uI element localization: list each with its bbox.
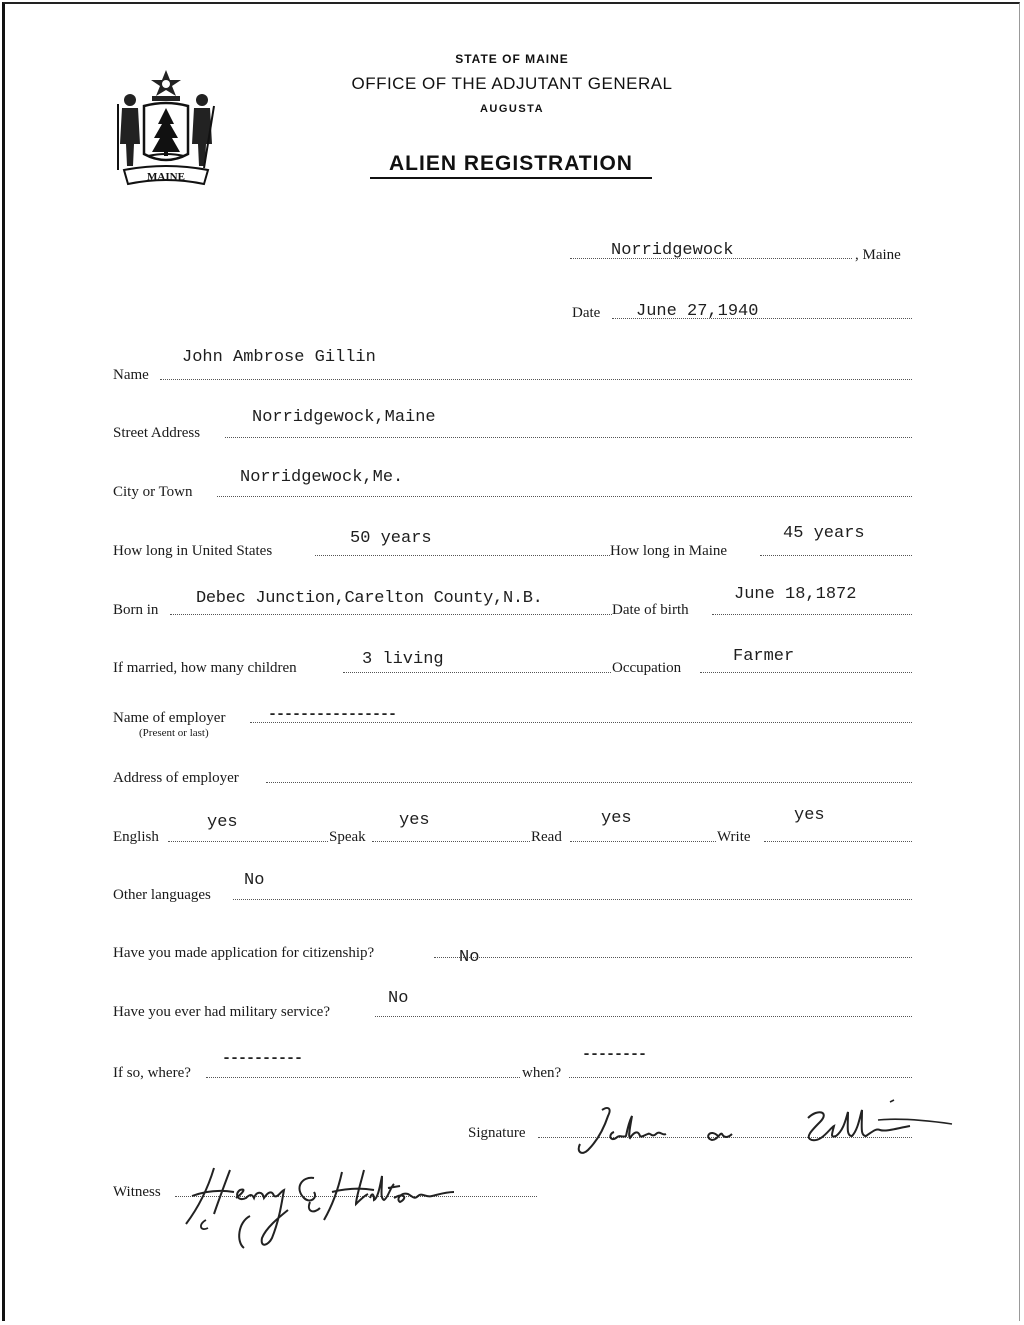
english-line [168, 841, 328, 842]
military-line [375, 1016, 912, 1017]
city-value: Norridgewock,Me. [240, 468, 404, 487]
employer-name-label: Name of employer [113, 710, 226, 726]
name-line [160, 379, 912, 380]
when-line [569, 1077, 912, 1078]
how-long-maine-line [760, 555, 912, 556]
other-languages-line [233, 899, 912, 900]
citizenship-value: No [459, 948, 480, 967]
employer-address-label: Address of employer [113, 770, 239, 786]
born-in-value: Debec Junction,Carelton County,N.B. [196, 589, 543, 608]
write-line [764, 841, 912, 842]
military-label: Have you ever had military service? [113, 1004, 330, 1020]
occupation-value: Farmer [733, 647, 795, 666]
born-in-line [170, 614, 612, 615]
occupation-line [700, 672, 912, 673]
seal-text: MAINE [147, 171, 185, 183]
children-label: If married, how many children [113, 660, 297, 676]
children-line [343, 672, 611, 673]
date-of-birth-label: Date of birth [612, 602, 689, 618]
read-value: yes [601, 809, 632, 828]
other-languages-label: Other languages [113, 887, 211, 903]
speak-line [372, 841, 530, 842]
speak-label: Speak [329, 829, 366, 845]
when-value: -------- [582, 1046, 647, 1063]
title-underline [370, 177, 652, 179]
how-long-us-line [315, 555, 610, 556]
how-long-maine-value: 45 years [783, 524, 865, 543]
name-label: Name [113, 367, 149, 383]
read-line [570, 841, 716, 842]
employer-name-value: ---------------- [268, 706, 397, 723]
how-long-us-value: 50 years [350, 529, 432, 548]
city-label: City or Town [113, 484, 193, 500]
write-label: Write [717, 829, 751, 845]
how-long-us-label: How long in United States [113, 543, 273, 559]
street-address-value: Norridgewock,Maine [252, 408, 436, 427]
children-value: 3 living [362, 650, 444, 669]
date-of-birth-line [712, 614, 912, 615]
state-suffix-label: , Maine [855, 247, 901, 263]
employer-address-line [266, 782, 912, 783]
english-value: yes [207, 813, 238, 832]
name-value: John Ambrose Gillin [182, 348, 376, 367]
date-value: June 27,1940 [636, 302, 759, 321]
city-line [217, 496, 912, 497]
street-address-label: Street Address [113, 425, 201, 441]
state-heading: STATE OF MAINE [455, 52, 569, 66]
witness-label: Witness [113, 1184, 161, 1200]
born-in-label: Born in [113, 602, 159, 618]
write-value: yes [794, 806, 825, 825]
office-heading: OFFICE OF THE ADJUTANT GENERAL [351, 74, 673, 93]
signature-label: Signature [468, 1125, 526, 1141]
military-value: No [388, 989, 409, 1008]
applicant-signature [568, 1098, 960, 1160]
date-of-birth-value: June 18,1872 [734, 585, 857, 604]
employer-note: (Present or last) [139, 727, 209, 739]
where-label: If so, where? [113, 1065, 191, 1081]
how-long-maine-label: How long in Maine [610, 543, 728, 559]
street-address-line [225, 437, 912, 438]
place-value: Norridgewock [611, 241, 734, 260]
other-languages-value: No [244, 871, 265, 890]
witness-signature [174, 1158, 458, 1252]
where-value: ---------- [222, 1050, 303, 1067]
city-heading: AUGUSTA [479, 103, 545, 115]
english-label: English [113, 829, 159, 845]
maine-state-seal-icon [114, 66, 218, 194]
date-label: Date [572, 305, 601, 321]
read-label: Read [531, 829, 562, 845]
citizenship-label: Have you made application for citizenship? [113, 945, 375, 961]
form-title: ALIEN REGISTRATION [389, 152, 633, 175]
speak-value: yes [399, 811, 430, 830]
occupation-label: Occupation [612, 660, 682, 676]
where-line [206, 1077, 520, 1078]
when-label: when? [522, 1065, 562, 1081]
citizenship-line [434, 957, 912, 958]
